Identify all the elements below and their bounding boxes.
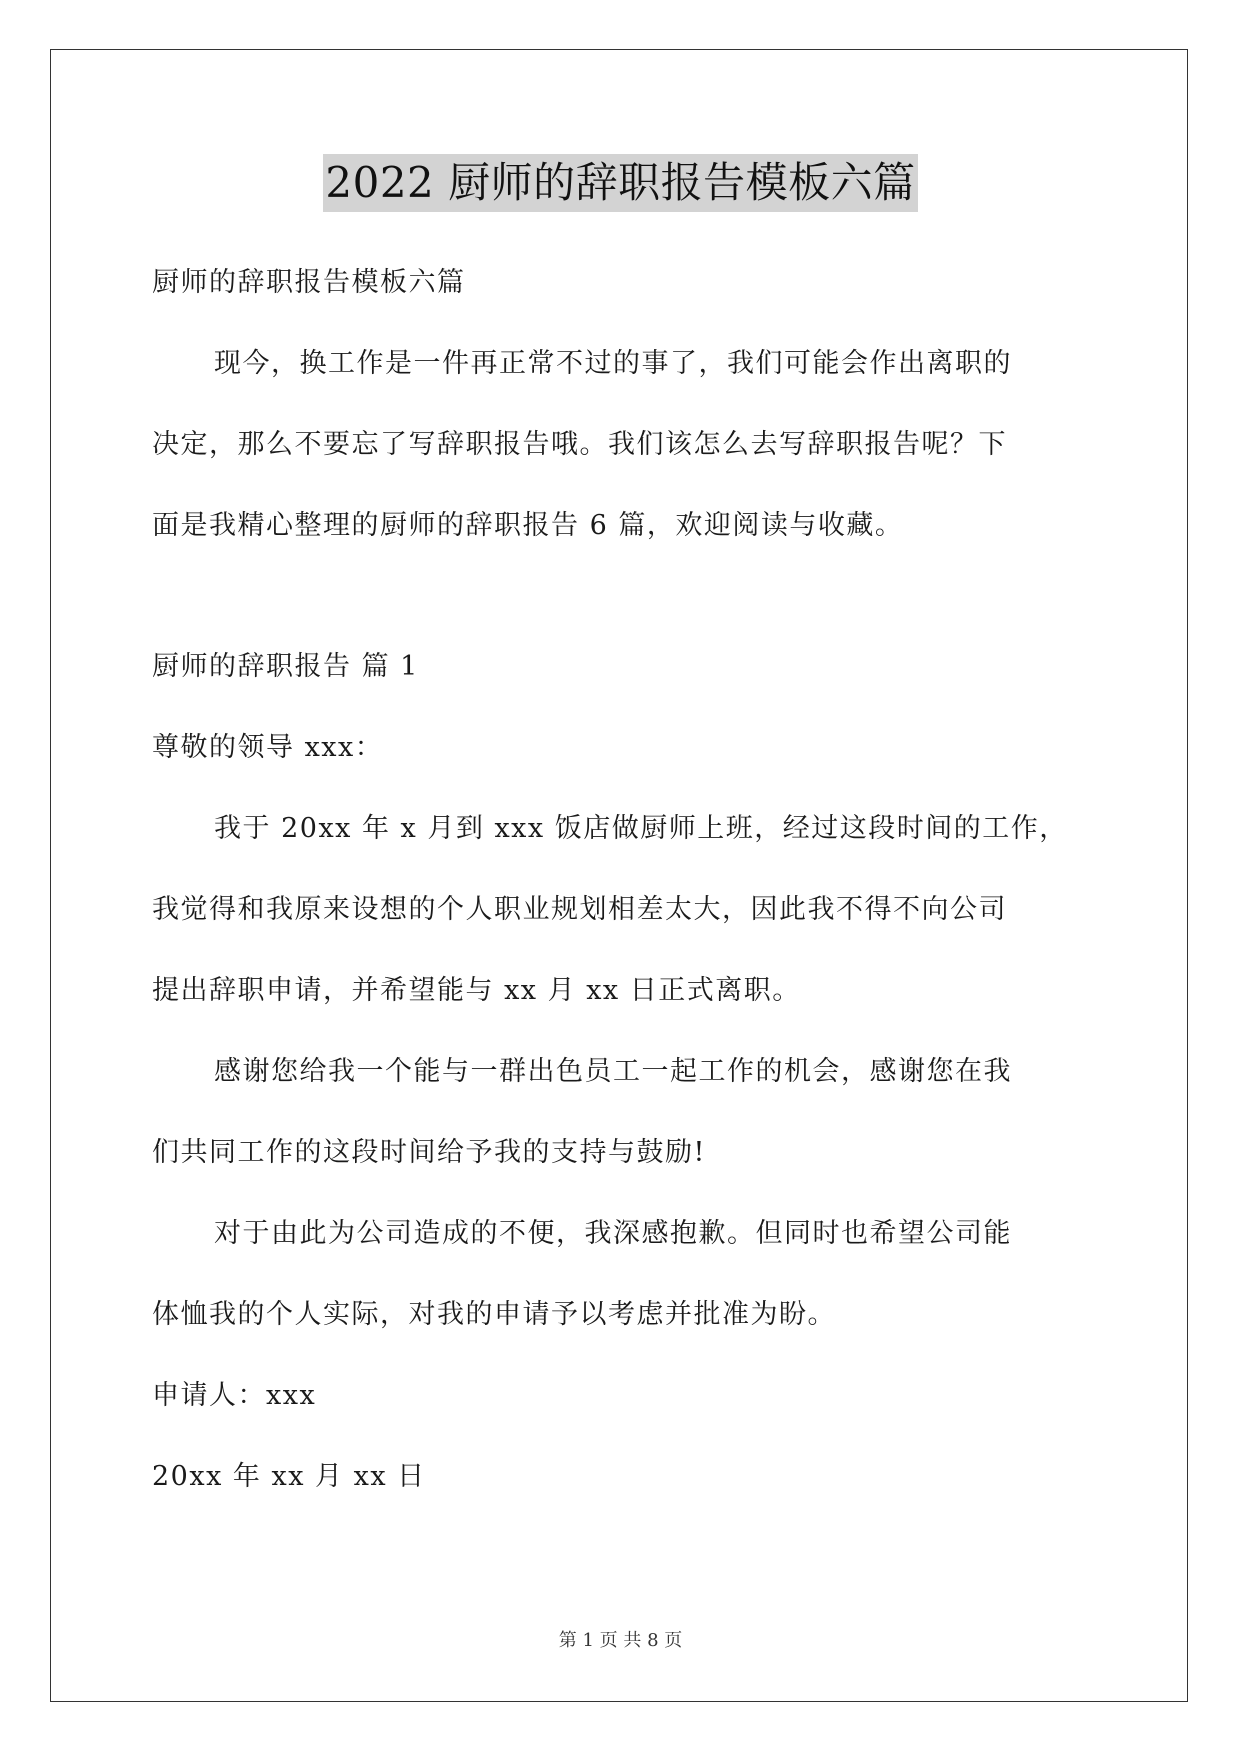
paragraph1-line-3: 提出辞职申请，并希望能与 xx 月 xx 日正式离职。 [152,975,801,1006]
paragraph2-line-2: 们共同工作的这段时间给予我的支持与鼓励! [152,1137,706,1168]
paragraph3-line-2: 体恤我的个人实际，对我的申请予以考虑并批准为盼。 [152,1299,836,1330]
date: 20xx 年 xx 月 xx 日 [152,1461,426,1492]
intro-line-2: 决定，那么不要忘了写辞职报告哦。我们该怎么去写辞职报告呢？下 [152,429,1007,460]
section-heading: 厨师的辞职报告 篇 1 [152,651,419,682]
document-body [152,242,1092,1517]
document-title: 2022 厨师的辞职报告模板六篇 [323,154,917,212]
paragraph2-line-1: 感谢您给我一个能与一群出色员工一起工作的机会，感谢您在我 [214,1056,1012,1087]
spacer [152,566,1092,626]
page-footer: 第 1 页 共 8 页 [558,1630,683,1651]
paragraph1-line-1: 我于 20xx 年 x 月到 xxx 饭店做厨师上班，经过这段时间的工作， [214,813,1068,844]
intro-line-1: 现今，换工作是一件再正常不过的事了，我们可能会作出离职的 [214,348,1012,379]
paragraph1-line-2: 我觉得和我原来设想的个人职业规划相差太大，因此我不得不向公司 [152,894,1007,925]
salutation: 尊敬的领导 xxx： [152,732,384,763]
title-container [0,154,1241,212]
paragraph3-line-1: 对于由此为公司造成的不便，我深感抱歉。但同时也希望公司能 [214,1218,1012,1249]
intro-line-3: 面是我精心整理的厨师的辞职报告 6 篇，欢迎阅读与收藏。 [152,510,904,541]
applicant: 申请人：xxx [152,1380,317,1411]
subtitle: 厨师的辞职报告模板六篇 [152,267,466,298]
